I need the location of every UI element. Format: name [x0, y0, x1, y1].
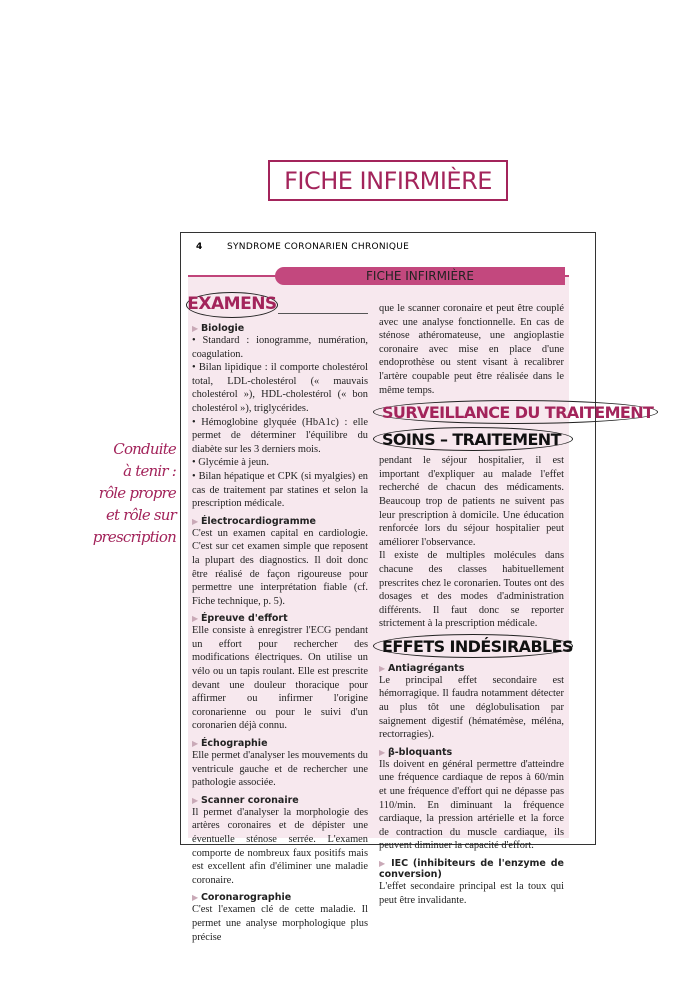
- subheading: ▶ Scanner coronaire: [192, 795, 368, 806]
- label-effets: EFFETS INDÉSIRABLES: [373, 634, 573, 658]
- bullet: • Standard : ionogramme, numération, coagulation.: [192, 335, 368, 360]
- label-soins: SOINS – TRAITEMENT: [373, 427, 573, 451]
- paragraph: L'effet secondaire principal est la toux qui peut être invalidante.: [379, 881, 564, 906]
- section-tab: FICHE INFIRMIÈRE: [275, 267, 565, 285]
- running-head: SYNDROME CORONARIEN CHRONIQUE: [227, 242, 410, 252]
- margin-note-line: prescription: [92, 528, 176, 546]
- subheading: ▶ IEC (inhibiteurs de l'enzyme de conversion): [379, 858, 564, 880]
- label-examens: EXAMENS: [186, 292, 278, 318]
- paragraph: Elle permet d'analyser les mouvements du ventricule gauche et de rechercher une pathologie associée.: [192, 750, 368, 789]
- paragraph: Ils doivent en général permettre d'atteindre une fréquence cardiaque de repos à 60/min et une fréquence d'effort qui ne dépasse pas 110/min. En diminuant la fréquence cardiaque, la pression artérielle et la force de contraction du muscle cardiaque, ils peuvent diminuer la capacité d'effort.: [379, 758, 564, 852]
- paragraph: Le principal effet secondaire est hémorragique. Il faudra notamment détecter au plus tôt une déglobulisation par saignement digestif (hématémèse, méléna, rectorragies).: [379, 674, 564, 741]
- bullet: • Bilan lipidique : il comporte cholestérol total, LDL-cholestérol (« mauvais cholestérol »), HDL-cholestérol (« bon cholestérol »), triglycérides.: [192, 362, 368, 414]
- page-number: 4: [196, 242, 203, 252]
- subheading: ▶ β-bloquants: [379, 747, 564, 758]
- paragraph: pendant le séjour hospitalier, il est important d'expliquer au malade l'effet recherché de chacun des médicaments. Beaucoup trop de patients ne suivent pas leur prescription à domicile. Une éducation renforcée lors du séjour hospitalier peut améliorer l'observance.: [379, 455, 564, 548]
- margin-note-line: Conduite: [113, 440, 176, 458]
- bullet: • Bilan hépatique et CPK (si myalgies) en cas de traitement par statines et selon la prescription médicale.: [192, 470, 368, 510]
- divider: [278, 313, 368, 314]
- column-right: [379, 302, 654, 907]
- paragraph: C'est un examen capital en cardiologie. C'est sur cet examen simple que reposent la plupart des diagnostics. Il doit donc être réalisé de façon rigoureuse pour permettre une interprétation fiable (cf. Fiche technique, p. 5).: [192, 527, 368, 607]
- subheading: ▶ Épreuve d'effort: [192, 613, 368, 624]
- margin-note-line: rôle propre: [98, 484, 176, 502]
- subheading: ▶ Coronarographie: [192, 892, 368, 903]
- margin-note: [92, 438, 176, 548]
- bullet: • Glycémie à jeun.: [192, 457, 269, 469]
- margin-note-line: à tenir :: [123, 462, 176, 480]
- subheading: ▶ Antiagrégants: [379, 663, 564, 674]
- bullet: • Hémoglobine glyquée (HbA1c) : elle permet de déterminer l'équilibre du diabète sur les 3 derniers mois.: [192, 416, 368, 455]
- paragraph: Il existe de multiples molécules dans chacune des classes habituellement prescrites chez le coronarien. Toutes ont des dosages et des modes d'administration différents. Il faut donc se reporter strictement à la prescription médicale.: [379, 550, 564, 630]
- label-surveillance: SURVEILLANCE DU TRAITEMENT: [373, 400, 658, 424]
- column-left: [192, 318, 368, 944]
- paragraph: Il permet d'analyser la morphologie des artères coronaires et de dépister une éventuelle sténose serrée. L'examen comporte de nombreux faux positifs mais est excellent afin d'éliminer une maladie coronaire.: [192, 806, 368, 886]
- subheading: ▶ Biologie: [192, 323, 368, 334]
- paragraph: Elle consiste à enregistrer l'ECG pendant un effort pour rechercher des modifications électriques. On utilise un vélo ou un tapis roulant. Elle est prescrite devant une douleur thoracique pour affirmer ou infirmer l'origine coronarienne ou pour le suivi d'un coronarien déjà connu.: [192, 625, 368, 732]
- subheading: ▶ Échographie: [192, 738, 368, 749]
- paragraph: que le scanner coronaire et peut être couplé avec une analyse fonctionnelle. En cas de sténose athéromateuse, une angioplastie coronaire avec mise en place d'une endoprothèse ou stent visant à recalibrer l'artère coupable peut être réalisée dans le même temps.: [379, 303, 564, 396]
- margin-note-line: et rôle sur: [105, 506, 176, 524]
- subheading: ▶ Électrocardiogramme: [192, 516, 368, 527]
- sheet-title: FICHE INFIRMIÈRE: [268, 160, 508, 201]
- paragraph: C'est l'examen clé de cette maladie. Il permet une analyse morphologique plus précise: [192, 904, 368, 943]
